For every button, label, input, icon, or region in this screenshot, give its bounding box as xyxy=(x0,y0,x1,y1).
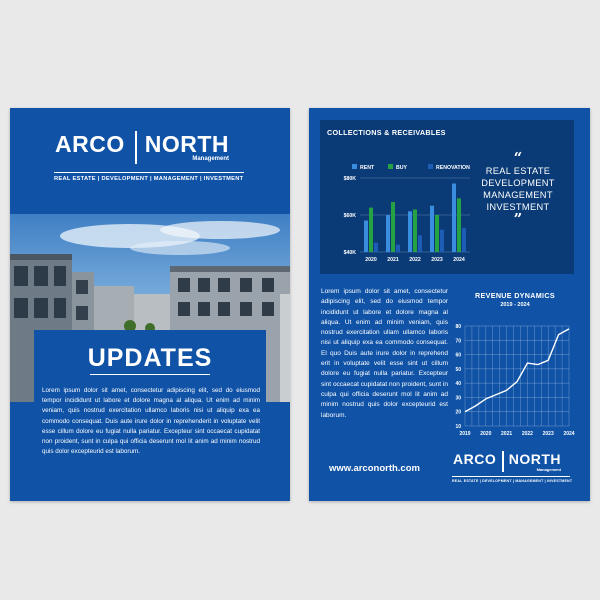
pull-quote xyxy=(469,149,567,228)
tagline: REAL ESTATE | DEVELOPMENT | MANAGEMENT | INVESTMENT xyxy=(452,479,573,483)
y-tick-label: 50 xyxy=(455,366,461,373)
logo-north: NORTH xyxy=(508,451,562,467)
y-tick-label: 40 xyxy=(455,381,461,388)
logo-divider xyxy=(135,131,137,164)
x-tick-label: 2024 xyxy=(453,257,465,263)
quote-line: DEVELOPMENT xyxy=(481,178,555,188)
revenue-line-chart xyxy=(309,308,590,458)
x-tick-label: 2021 xyxy=(501,431,513,437)
bar xyxy=(408,211,412,252)
y-tick-label: $80K xyxy=(343,176,356,182)
collections-title: COLLECTIONS & RECEIVABLES xyxy=(327,128,446,137)
bar xyxy=(364,221,368,252)
legend-label: RENOVATION xyxy=(436,165,470,171)
revenue-title-block xyxy=(450,291,580,308)
bar xyxy=(386,215,390,252)
quote-line: INVESTMENT xyxy=(486,202,550,212)
bar xyxy=(462,228,466,252)
revenue-subtitle: 2019 - 2024 xyxy=(500,302,530,308)
x-tick-label: 2021 xyxy=(387,257,399,263)
tagline: REAL ESTATE | DEVELOPMENT | MANAGEMENT | INVESTMENT xyxy=(54,176,244,182)
y-tick-label: 20 xyxy=(455,409,461,416)
x-tick-label: 2023 xyxy=(431,257,443,263)
logo-arco: ARCO xyxy=(453,451,497,467)
y-tick-label: $60K xyxy=(343,213,356,219)
y-tick-label: 10 xyxy=(455,424,461,430)
brand-logo-small xyxy=(453,451,561,472)
legend-swatch xyxy=(388,164,393,169)
y-tick-label: 30 xyxy=(455,395,461,402)
updates-panel xyxy=(34,330,266,478)
website-link[interactable]: www.arconorth.com xyxy=(329,463,420,474)
x-tick-label: 2020 xyxy=(480,431,492,437)
quote-line: MANAGEMENT xyxy=(483,190,553,200)
bar xyxy=(440,230,444,252)
x-tick-label: 2024 xyxy=(563,431,575,437)
logo-divider xyxy=(502,451,504,472)
bar xyxy=(369,208,373,252)
updates-rule xyxy=(90,374,210,375)
x-tick-label: 2019 xyxy=(459,431,471,437)
legend-label: RENT xyxy=(360,165,375,171)
bar xyxy=(374,243,378,252)
bar xyxy=(430,206,434,252)
y-tick-label: 60 xyxy=(455,352,461,359)
x-tick-label: 2022 xyxy=(409,257,421,263)
bar xyxy=(391,202,395,252)
updates-body-text: Lorem ipsum dolor sit amet, consectetur adipiscing elit, sed do eiusmod tempor incididunt ut labore et dolore magna al aliqua. Ut enim ad minim veniam, quis nostrud exercitation ullamco laboris nisi ut aliquip exa ea commodo consequat. Duis aute irure dolor in reprehenderit in voluptate velit esse cillum dolore eu fugiat nulla pariatur. Excepteur sint occaecat cupidatat non proident, sunt in culpa qui officia deserunt mol lit anim ad minim nostrud quis dolor excepteurid est laborum. xyxy=(42,387,260,456)
legend-label: BUY xyxy=(396,165,407,171)
right-body-text: Lorem ipsum dolor sit amet, consectetur adipiscing elit, sed do eiusmod tempor incididunt ut labore et dolore magna al aliqua. Ut enim ad minim veniam, quis nostrud exercitation ullam ullamco laboris nisi ut aliquip exa ea commodo consequat. El quo Duis aute irure dolor in reprehend erit in voluptate velit esse sint ut cillum dolore eu fugiat nulla pariatur. Excepteur sint occaecat cupidatat non proident, sunt in culpa qui officia deserunt mol lit anim ad minim nostrud quis dolor excepteurid est laborum. xyxy=(321,288,448,419)
close-quote-mark: ” xyxy=(513,210,523,228)
y-tick-label: 80 xyxy=(455,324,461,330)
x-tick-label: 2020 xyxy=(365,257,377,263)
logo-rule xyxy=(54,172,244,173)
updates-heading: UPDATES xyxy=(87,344,213,372)
bar xyxy=(435,215,439,252)
brand-logo xyxy=(55,131,229,164)
bar xyxy=(413,209,417,252)
open-quote-mark: “ xyxy=(513,149,523,167)
logo-arco: ARCO xyxy=(55,131,125,157)
logo-north: NORTH xyxy=(144,131,230,157)
x-tick-label: 2022 xyxy=(521,431,533,437)
legend-swatch xyxy=(428,164,433,169)
x-tick-label: 2023 xyxy=(542,431,554,437)
bar xyxy=(457,198,461,252)
revenue-title: REVENUE DYNAMICS xyxy=(475,291,555,300)
right-page xyxy=(309,108,590,501)
y-tick-label: $40K xyxy=(343,250,356,256)
bar xyxy=(418,235,422,252)
revenue-line xyxy=(465,329,569,412)
legend-swatch xyxy=(352,164,357,169)
bar xyxy=(452,184,456,252)
quote-line: REAL ESTATE xyxy=(485,166,551,176)
y-tick-label: 70 xyxy=(455,338,461,345)
logo-management: Management xyxy=(192,156,230,162)
logo-management: Management xyxy=(536,467,562,472)
left-page xyxy=(10,108,290,501)
logo-rule xyxy=(452,476,570,477)
bar xyxy=(396,245,400,252)
